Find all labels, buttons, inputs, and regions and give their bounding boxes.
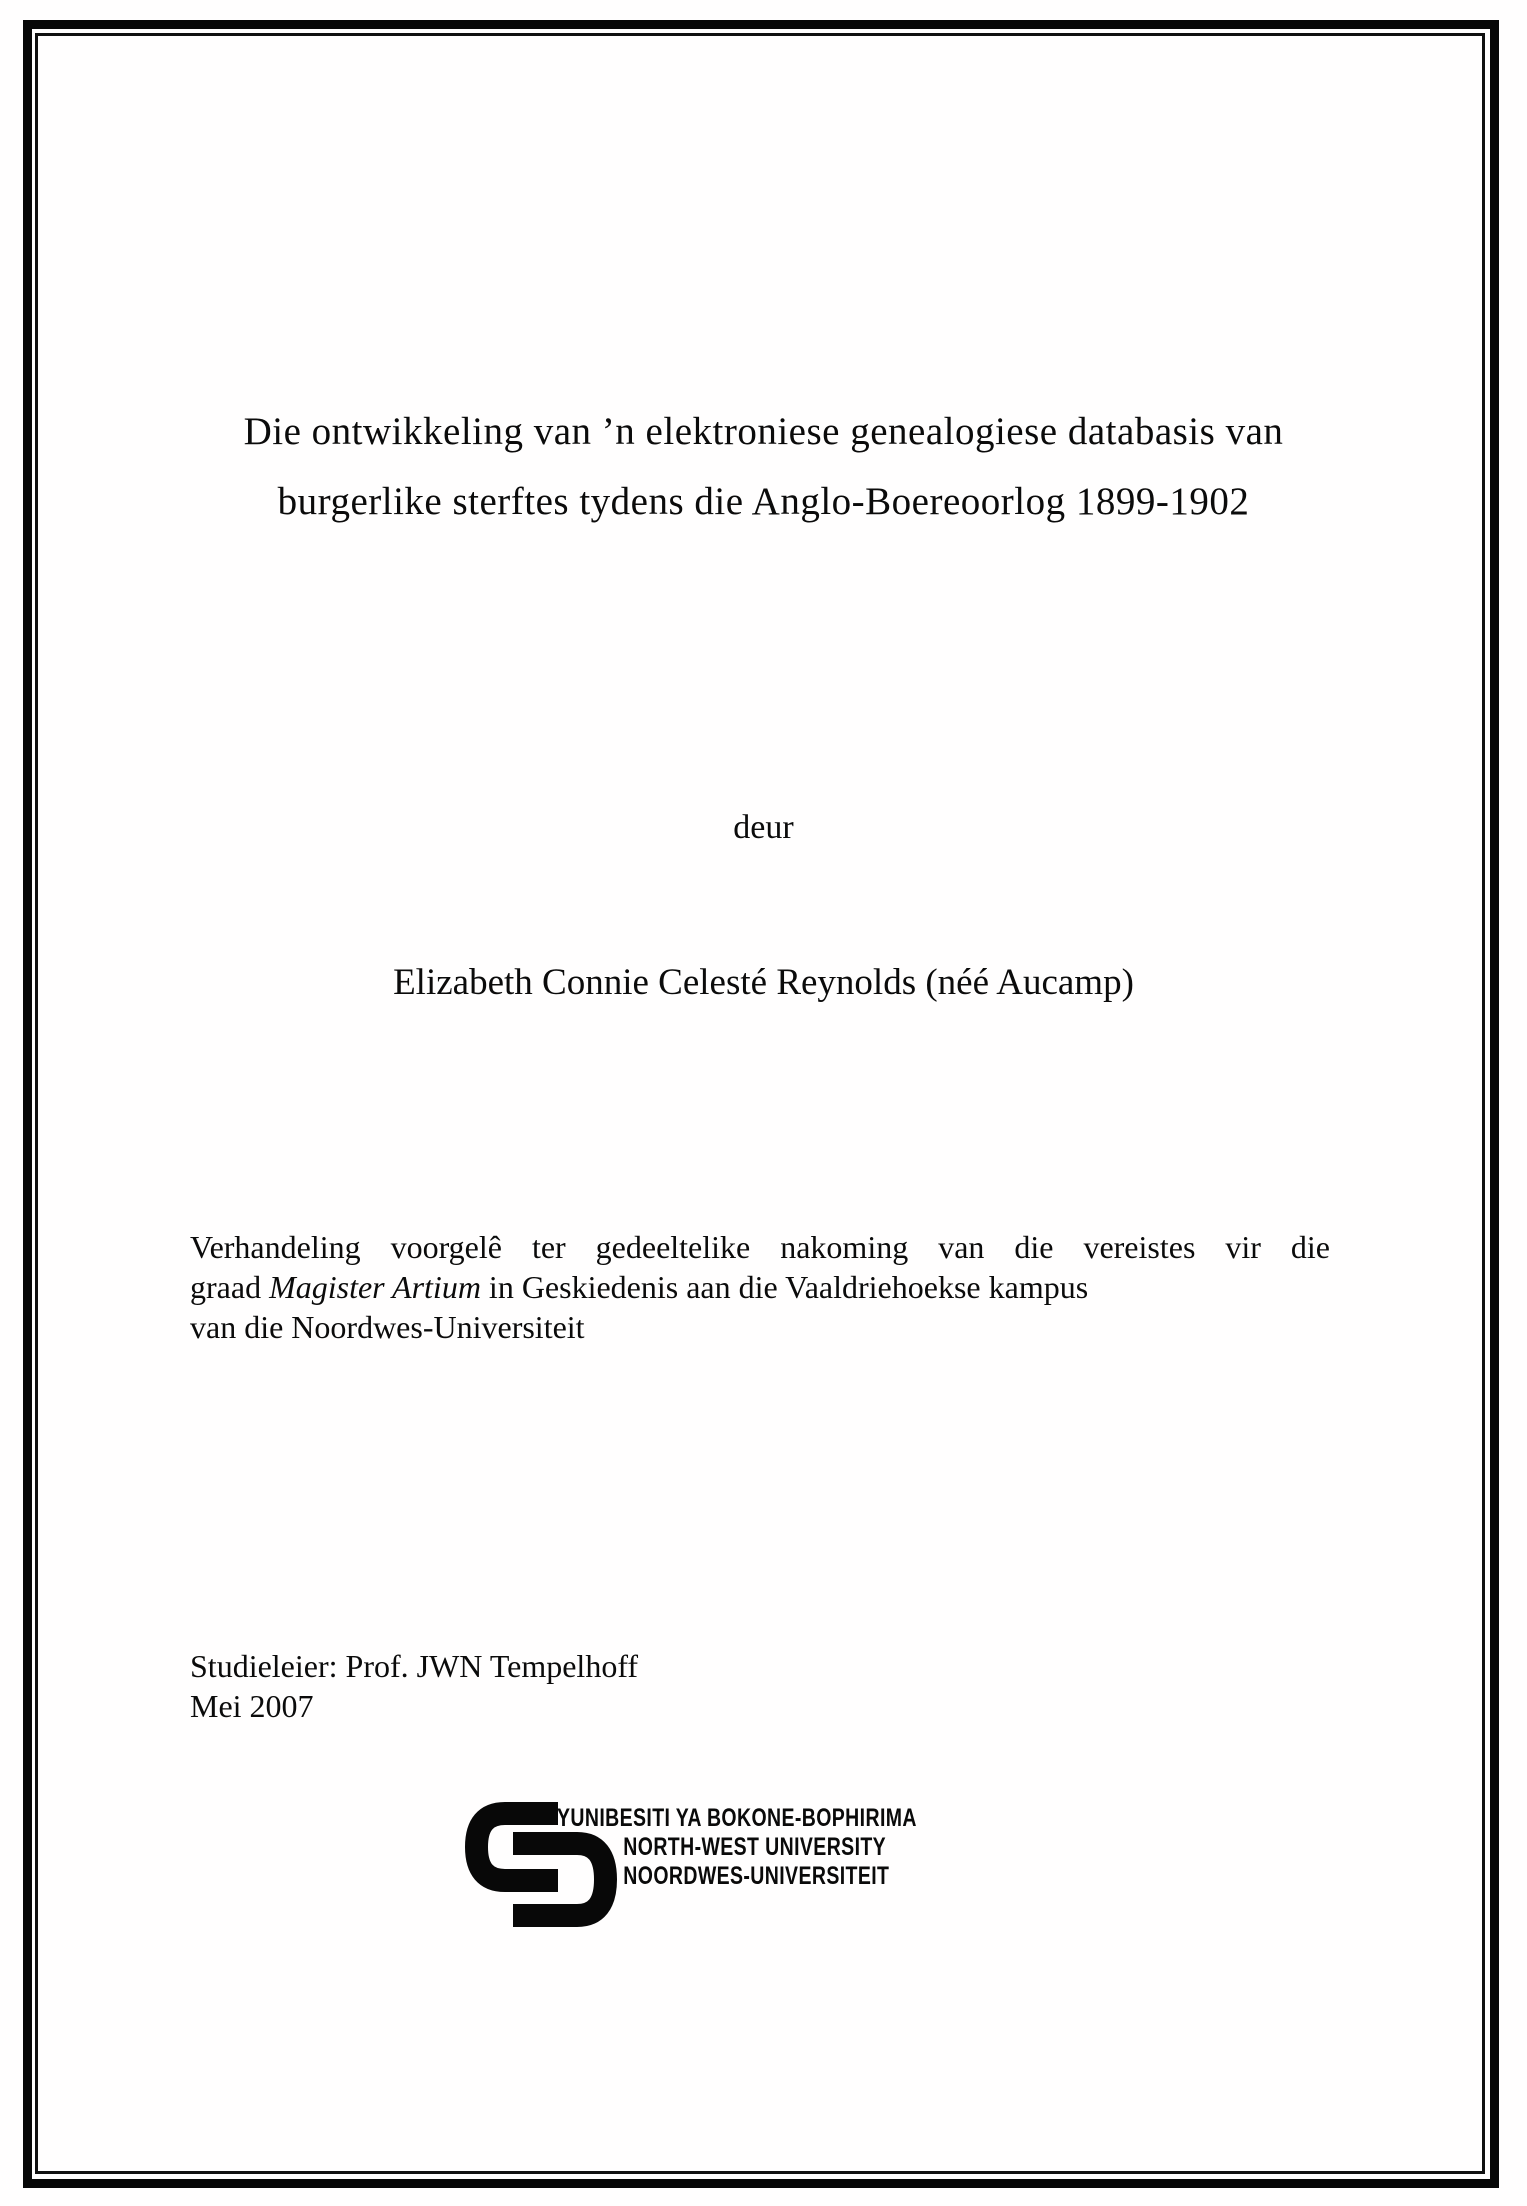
- degree-statement: [190, 1227, 1330, 1347]
- degree-statement-line2-suffix: in Geskiedenis aan die Vaaldriehoekse kampus: [480, 1269, 1089, 1305]
- university-logo: [465, 1800, 1065, 1940]
- thesis-title-line1: Die ontwikkeling van ’n elektroniese genealogiese databasis van: [243, 410, 1284, 453]
- degree-statement-line2-prefix: graad: [190, 1269, 270, 1305]
- thesis-title-line2: burgerlike sterftes tydens die Anglo-Boereoorlog 1899-1902: [277, 480, 1250, 523]
- degree-statement-line3: van die Noordwes-Universiteit: [190, 1309, 585, 1345]
- author-name: Elizabeth Connie Celesté Reynolds (néé Aucamp): [393, 962, 1134, 1003]
- degree-name-italic: Magister Artium: [269, 1269, 481, 1305]
- university-name-setswana: YUNIBESITI YA BOKONE-BOPHIRIMA: [557, 1804, 917, 1832]
- degree-statement-line1: Verhandeling voorgelê ter gedeeltelike nakoming van die vereistes vir die: [190, 1229, 1330, 1265]
- date-line: Mei 2007: [190, 1688, 314, 1724]
- university-logo-text: [557, 1804, 917, 1891]
- university-name-afrikaans: NOORDWES-UNIVERSITEIT: [623, 1862, 890, 1890]
- byline-deur: deur: [733, 809, 794, 846]
- supervisor-block: [190, 1646, 638, 1726]
- thesis-title: [60, 397, 1467, 537]
- degree-statement-line2: [190, 1267, 1330, 1307]
- supervisor-line: Studieleier: Prof. JWN Tempelhoff: [190, 1648, 639, 1684]
- university-name-english: NORTH-WEST UNIVERSITY: [623, 1833, 887, 1861]
